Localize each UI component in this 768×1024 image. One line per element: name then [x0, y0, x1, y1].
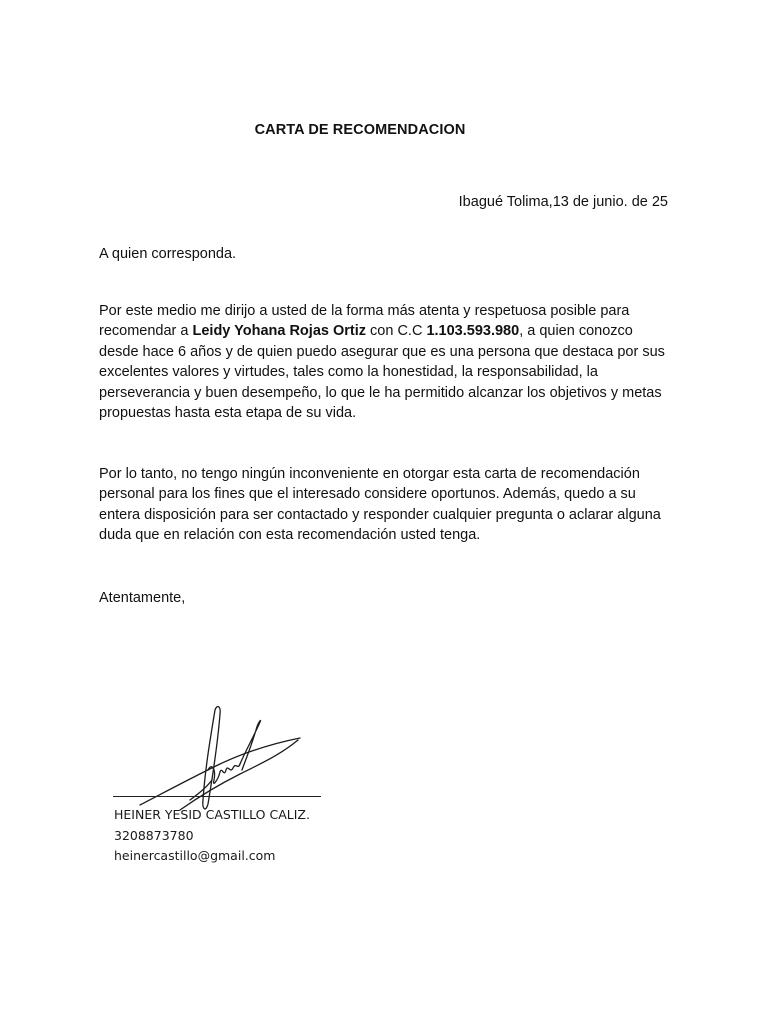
letter-date: Ibagué Tolima,13 de junio. de 25 — [458, 194, 668, 210]
handwritten-signature — [120, 700, 320, 820]
signature-line — [113, 796, 321, 797]
id-number: 1.103.593.980 — [426, 323, 520, 340]
paragraph1-text-end: , a quien conozco desde hace 6 años y de quien puedo asegurar que es una persona que destaca por sus excelentes valores y virtudes, tales como la honestidad, la responsabilidad, la perseverancia y buen desempeño, lo que le ha permitido alcanzar los objetivos y metas propuestas hasta esta etapa de su vida. — [99, 323, 665, 422]
recommended-person-name: Leidy Yohana Rojas Ortiz — [192, 323, 367, 340]
paragraph1-id-prefix: con C.C — [366, 323, 427, 340]
letter-title: CARTA DE RECOMENDACION — [254, 122, 466, 138]
paragraph1-text-start: Por este medio me dirijo a usted de la forma más atenta y respetuosa posible para recomendar a — [99, 303, 630, 340]
signer-block — [114, 805, 310, 867]
signer-phone: 3208873780 — [114, 827, 194, 843]
paragraph-recommendation — [99, 301, 674, 423]
salutation: A quien corresponda. — [99, 246, 237, 262]
closing: Atentamente, — [99, 590, 186, 606]
paragraph-availability: Por lo tanto, no tengo ningún inconveniente en otorgar esta carta de recomendación personal para los fines que el interesado considere oportunos. Además, quedo a su entera disposición para ser contactado y responder cualquier pregunta o aclarar alguna duda que en relación con esta recomendación usted tenga. — [99, 466, 661, 544]
signer-name: HEINER YESID CASTILLO CALIZ. — [114, 807, 310, 822]
signer-email[interactable]: heinercastillo@gmail.com — [114, 848, 276, 863]
